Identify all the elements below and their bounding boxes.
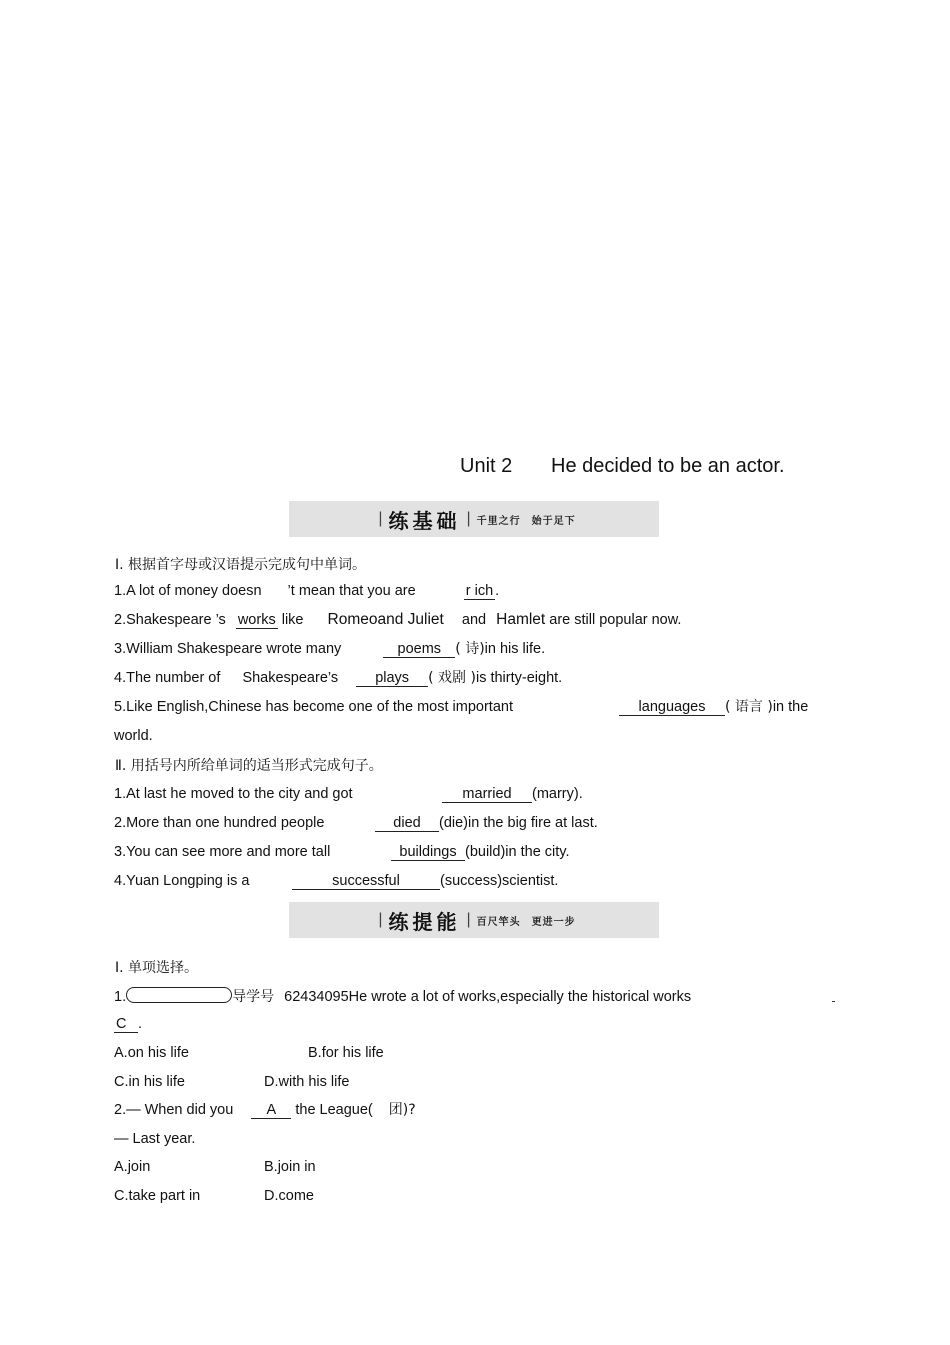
page-title: He decided to be an actor. [551,455,785,477]
option-c: C.take part in [114,1188,201,1204]
banner-title: 练提能 [388,909,461,934]
exercise-item-tail: successful (success)scientist. [292,872,558,890]
guide-box [126,987,232,1003]
exercise-item: 3.William Shakespeare wrote many poems ( 诗)in his life. [114,641,546,657]
banner-divider: | [378,510,383,527]
section-heading: Ⅰ. 根据首字母或汉语提示完成句中单词。 [115,557,367,573]
banner-divider: | [466,911,471,928]
answer-blank: died [375,816,439,832]
banner-title: 练基础 [388,508,461,533]
question-answer-line: C . [116,1016,143,1032]
exercise-item: 1.At last he moved to the city and got [114,786,353,802]
answer-blank: C [114,1017,138,1033]
exercise-item-continued: world. [114,728,153,744]
exercise-item: 4.Yuan Longping is a [114,873,250,889]
answer-blank: poems [383,642,455,658]
exercise-item: 4.The number of Shakespeare’s plays ( 戏剧 )is thirty-eight. [114,670,563,686]
option-d: D.with his life [264,1074,350,1090]
section-banner-advanced [289,902,659,938]
question-item: 1. 导学号 62434095He wrote a lot of works,especially the historical works [114,989,692,1005]
answer-blank: works [237,612,276,628]
answer-blank: successful [292,874,440,890]
exercise-item: 3.You can see more and more tall [114,844,331,860]
answer-blank: plays [356,671,428,687]
exercise-item-tail: died (die)in the big fire at last. [375,814,598,832]
dialog-reply: — Last year. [114,1131,196,1147]
banner-motto: 百尺竿头 更进一步 [476,916,576,928]
exercise-item-tail: languages ( 语言 )in the [619,698,808,716]
answer-blank: married [442,787,532,803]
option-a: A.join [114,1159,151,1175]
option-a: A.on his life [114,1045,189,1061]
exercise-item: 2.Shakespeare ’s works like Romeoand Juliet and Hamlet are still popular now. [114,611,682,628]
option-d: D.come [264,1188,314,1204]
option-c: C.in his life [114,1074,185,1090]
section-banner-basics [289,501,659,537]
banner-divider: | [466,510,471,527]
exercise-item: 2.More than one hundred people [114,815,325,831]
exercise-item-tail: married (marry). [442,785,583,803]
banner-motto: 千里之行 始于足下 [476,515,576,527]
option-b: B.for his life [308,1045,384,1061]
answer-blank: buildings [391,845,465,861]
margin-mark [832,1001,835,1002]
banner-divider: | [378,911,383,928]
section-heading: Ⅰ. 单项选择。 [115,960,199,976]
exercise-item: 1.A lot of money doesn ’t mean that you are r ich . [114,583,500,599]
answer-blank: A [251,1103,291,1119]
section-heading: Ⅱ. 用括号内所给单词的适当形式完成句子。 [115,758,383,774]
answer-blank: languages [619,700,725,716]
option-b: B.join in [264,1159,316,1175]
answer-blank: r ich [465,583,494,599]
unit-label: Unit 2 [460,455,513,477]
exercise-item: 5.Like English,Chinese has become one of the most important [114,699,513,715]
exercise-item-tail: buildings (build)in the city. [391,843,570,861]
question-item: 2.— When did you A the League( 团)? [114,1102,416,1118]
